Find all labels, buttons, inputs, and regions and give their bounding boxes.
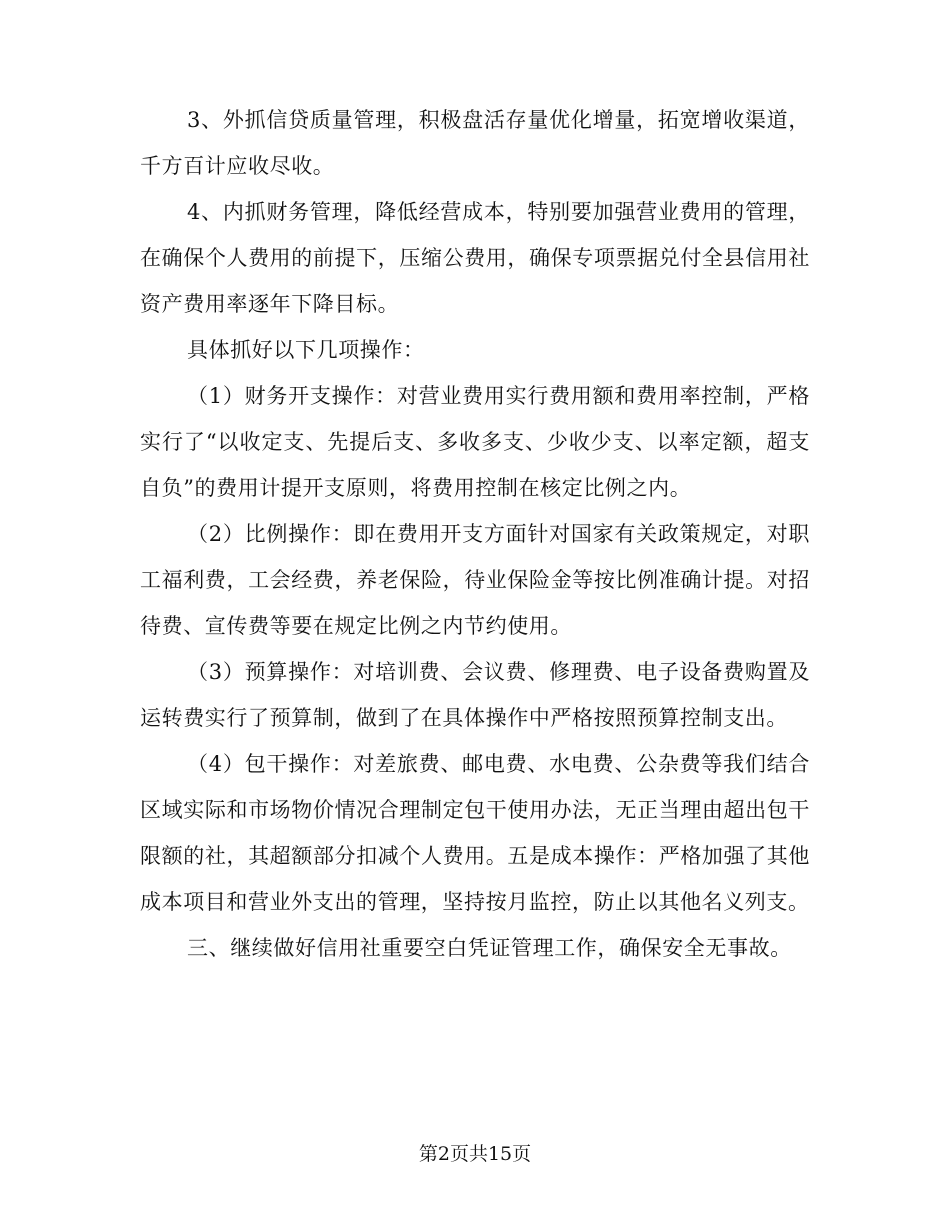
- document-body: [140, 97, 810, 971]
- paragraph-contract-operation: （4）包干操作：对差旅费、邮电费、水电费、公杂费等我们结合区域实际和市场物价情况合理制定包干使用办法，无正当理由超出包干限额的社，其超额部分扣减个人费用。五是成本操作：严格加强了其他成本项目和营业外支出的管理，坚持按月监控，防止以其他名义列支。: [140, 752, 810, 914]
- paragraph-operations-intro: 具体抓好以下几项操作：: [187, 338, 425, 362]
- paragraph-budget-operation: （3）预算操作：对培训费、会议费、修理费、电子设备费购置及运转费实行了预算制，做到了在具体操作中严格按照预算控制支出。: [140, 660, 810, 730]
- paragraph-finance-management: 4、内抓财务管理，降低经营成本，特别要加强营业费用的管理，在确保个人费用的前提下，压缩公费用，确保专项票据兑付全县信用社资产费用率逐年下降目标。: [140, 200, 810, 316]
- paragraph-voucher-management: 三、继续做好信用社重要空白凭证管理工作，确保安全无事故。: [187, 936, 792, 960]
- paragraph-credit-quality: 3、外抓信贷质量管理，积极盘活存量优化增量，拓宽增收渠道，千方百计应收尽收。: [140, 108, 810, 178]
- page-number-footer: 第2页共15页: [418, 1143, 532, 1165]
- paragraph-ratio-operation: （2）比例操作：即在费用开支方面针对国家有关政策规定，对职工福利费，工会经费，养老保险，待业保险金等按比例准确计提。对招待费、宣传费等要在规定比例之内节约使用。: [140, 522, 810, 638]
- paragraph-expenditure-operation: （1）财务开支操作：对营业费用实行费用额和费用率控制，严格实行了“以收定支、先提后支、多收多支、少收少支、以率定额，超支自负”的费用计提开支原则，将费用控制在核定比例之内。: [140, 384, 810, 500]
